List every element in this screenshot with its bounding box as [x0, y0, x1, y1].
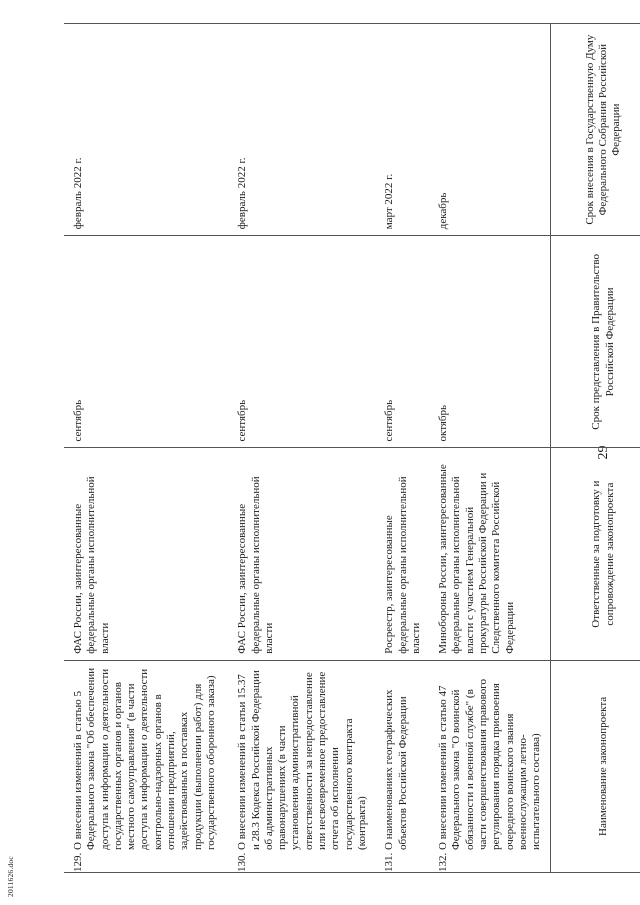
responsible-agencies: ФАС России, заинтересованные федеральные органы исполнительной власти: [64, 448, 228, 660]
header-bill-name: Наименование законопроекта: [550, 660, 640, 872]
duma-deadline: декабрь: [429, 24, 550, 236]
table-row: [375, 24, 429, 873]
table-row: [429, 24, 550, 873]
header-duma-deadline: Срок внесения в Государственную Думу Федерального Собрания Российской Федерации: [550, 24, 640, 236]
footer-file-code: 2011626.doc: [6, 856, 15, 897]
bill-name: 129. О внесении изменений в статью 5 Федерального закона "Об обеспечении доступа к информации о деятельности государственных органов и органов местного самоуправления" (в части доступа к информации о деятельности контрольно-надзорных органов в отношении предприятий, задействованных в поставках продукции (выполнении работ) для государственного оборонного заказа): [64, 660, 228, 872]
table-row: [228, 24, 375, 873]
bill-name: 130. О внесении изменений в статьи 15.37 и 28.3 Кодекса Российской Федерации об административных правонарушениях (в части установления административной ответственности за непредоставление или несвоевременное предоставление отчета об исполнении государственного контракта (контракта): [228, 660, 375, 872]
bill-name: 132. О внесении изменений в статью 47 Федерального закона "О воинской обязанности и военной службе" (в части совершенствования правового регулирования порядка присвоения очередного воинского звания военнослужащим летно-испытательного состава): [429, 660, 550, 872]
responsible-agencies: ФАС России, заинтересованные федеральные органы исполнительной власти: [228, 448, 375, 660]
government-deadline: сентябрь: [228, 236, 375, 448]
header-responsible: Ответственные за подготовку и сопровождение законопроекта: [550, 448, 640, 660]
page-number: 29: [596, 445, 611, 460]
header-government-deadline: Срок представления в Правительство Российской Федерации: [550, 236, 640, 448]
government-deadline: октябрь: [429, 236, 550, 448]
duma-deadline: февраль 2022 г.: [64, 24, 228, 236]
legislation-plan-table: [64, 23, 640, 873]
responsible-agencies: Минобороны России, заинтересованные федеральные органы исполнительной власти с участием Генеральной прокуратуры Российской Федерации и Следственного комитета Российской Федерации: [429, 448, 550, 660]
duma-deadline: март 2022 г.: [375, 24, 429, 236]
table-header-row: [550, 24, 640, 873]
responsible-agencies: Росреестр, заинтересованные федеральные органы исполнительной власти: [375, 448, 429, 660]
government-deadline: сентябрь: [64, 236, 228, 448]
table-row: [64, 24, 228, 873]
government-deadline: сентябрь: [375, 236, 429, 448]
bill-name: 131. О наименованиях географических объектов Российской Федерации: [375, 660, 429, 872]
duma-deadline: февраль 2022 г.: [228, 24, 375, 236]
